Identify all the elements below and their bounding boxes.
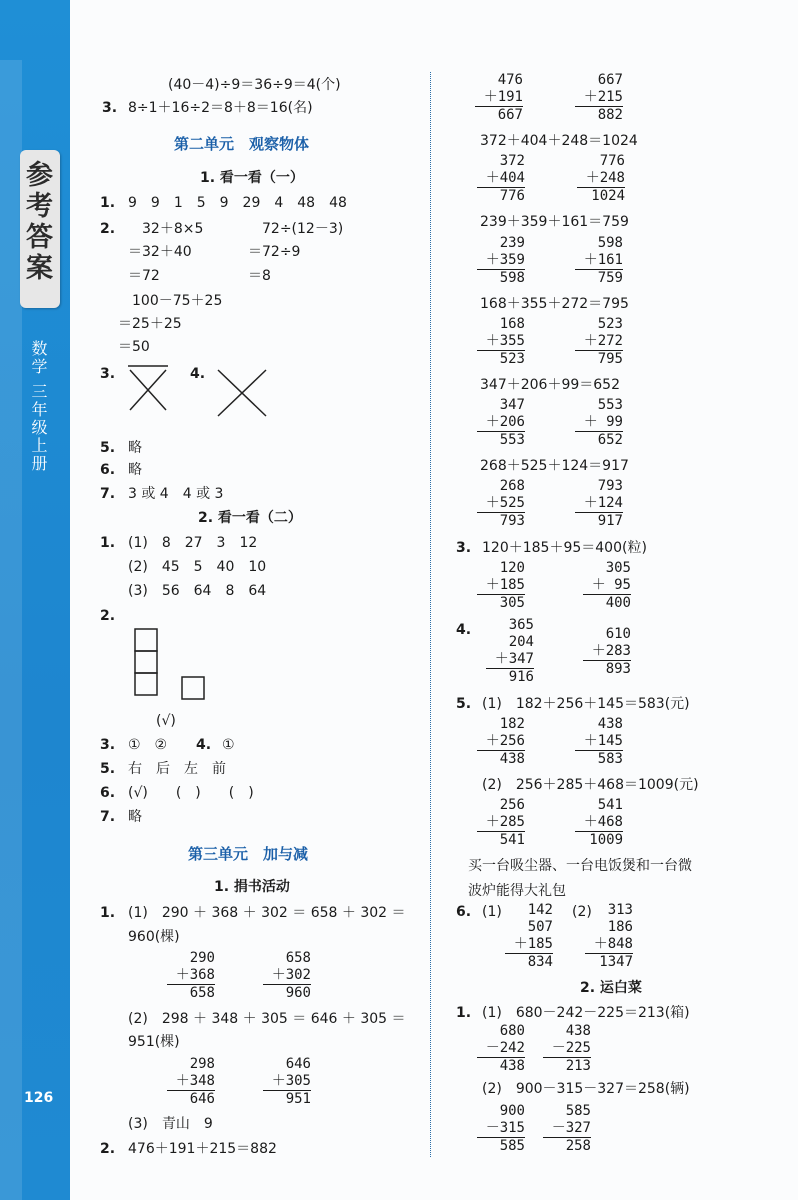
answer-line: 72÷(12－3) [262, 221, 344, 237]
calc-result: 258 [543, 1137, 591, 1155]
vertical-calculation [543, 1023, 591, 1075]
answer-line: 右 后 左 前 [128, 761, 226, 777]
question-number: 3. [456, 540, 472, 556]
calc-operand: 142 [527, 902, 553, 918]
calc-result: 438 [477, 750, 525, 768]
vertical-calculation [575, 235, 623, 287]
calc-operand: 268 [499, 478, 525, 494]
question-number: 5. [100, 440, 116, 456]
calc-operand: －242 [485, 1040, 525, 1056]
calc-operand: ＋348 [175, 1073, 215, 1089]
unit2-lesson2: 2. 看一看（二） [198, 510, 302, 526]
calc-result: 834 [505, 953, 553, 971]
calc-result: 951 [263, 1090, 311, 1108]
answer3-drawing [128, 362, 168, 412]
calc-operand: 313 [607, 902, 633, 918]
question-number: 3. [100, 366, 116, 382]
subject-label: 数学 三年级上册 [29, 340, 48, 474]
calc-operand: 667 [597, 72, 623, 88]
calc-result: 916 [486, 668, 534, 686]
calc-result: 541 [477, 831, 525, 849]
vertical-calculation [543, 1103, 591, 1155]
vertical-calculation [263, 1056, 311, 1108]
question-number: 1. [100, 905, 116, 921]
answer-line: (40－4)÷9＝36÷9＝4(个) [168, 77, 341, 93]
answer-line: ＝50 [118, 339, 150, 355]
calc-operand: ＋191 [483, 89, 523, 105]
calc-operand: 204 [508, 634, 534, 650]
answer-line: 239＋359＋161＝759 [480, 214, 629, 230]
answer-line: (2) 298 ＋ 348 ＋ 305 ＝ 646 ＋ 305 ＝ [128, 1011, 406, 1027]
cube-views-drawing [134, 628, 210, 700]
calc-operand: 658 [285, 950, 311, 966]
answer-line: (2) 45 5 40 10 [128, 559, 267, 575]
vertical-calculation [477, 316, 525, 368]
answer-line: ＝72 [128, 268, 160, 284]
question-number: 6. [100, 785, 116, 801]
answer-line: (√) [156, 713, 176, 729]
unit3-lesson2: 2. 运白菜 [580, 980, 642, 996]
answer-line: ＝8 [248, 268, 271, 284]
answer-line: 960(棵) [128, 929, 180, 945]
calc-operand: 541 [597, 797, 623, 813]
calc-operand: ＋272 [583, 333, 623, 349]
answer-line: (1) 680－242－225＝213(箱) [482, 1005, 690, 1021]
vertical-calculation [585, 902, 633, 971]
question-number: 7. [100, 486, 116, 502]
calc-result: 213 [543, 1057, 591, 1075]
calc-operand: ＋355 [485, 333, 525, 349]
calc-operand: 305 [605, 560, 631, 576]
calc-operand: －315 [485, 1120, 525, 1136]
vertical-calculation [583, 626, 631, 678]
answer-line: 波炉能得大礼包 [468, 883, 566, 899]
vertical-calculation [477, 153, 525, 205]
calc-result: 893 [583, 660, 631, 678]
calc-operand: ＋302 [271, 967, 311, 983]
answer-line: ① ② [128, 737, 168, 753]
calc-operand: 372 [499, 153, 525, 169]
calc-result: 960 [263, 984, 311, 1002]
calc-operand: 186 [607, 919, 633, 935]
calc-operand: 438 [565, 1023, 591, 1039]
vertical-calculation [477, 716, 525, 768]
calc-result: 400 [583, 594, 631, 612]
unit3-lesson1: 1. 捐书活动 [214, 879, 290, 895]
calc-result: 1024 [577, 187, 625, 205]
calc-operand: 776 [599, 153, 625, 169]
answer-line: 476＋191＋215＝882 [128, 1141, 277, 1157]
answer-line: (1) 182＋256＋145＝583(元) [482, 696, 690, 712]
page-number: 126 [24, 1090, 54, 1106]
vertical-calculation [477, 397, 525, 449]
calc-result: 759 [575, 269, 623, 287]
calc-operand: ＋468 [583, 814, 623, 830]
answer-line: (√) ( ) ( ) [128, 785, 254, 801]
calc-operand: ＋359 [485, 252, 525, 268]
unit3-title: 第三单元 加与减 [188, 845, 309, 863]
calc-operand: 507 [527, 919, 553, 935]
vertical-calculation [505, 902, 553, 971]
calc-operand: ＋305 [271, 1073, 311, 1089]
question-number: 2. [100, 1141, 116, 1157]
calc-operand: ＋124 [583, 495, 623, 511]
question-number: 4. [196, 737, 212, 753]
answer-line: ＝25＋25 [118, 316, 182, 332]
calc-result: 553 [477, 431, 525, 449]
vertical-calculation [263, 950, 311, 1002]
calc-operand: ＋145 [583, 733, 623, 749]
vertical-calculation [575, 478, 623, 530]
answer-line: 32＋8×5 [142, 221, 204, 237]
calc-result: 646 [167, 1090, 215, 1108]
calc-result: 776 [477, 187, 525, 205]
calc-result: 882 [575, 106, 623, 124]
column-divider [430, 72, 431, 1157]
calc-operand: 239 [499, 235, 525, 251]
answer-line: (2) 256＋285＋468＝1009(元) [482, 777, 699, 793]
calc-result: 667 [475, 106, 523, 124]
question-number: 2. [100, 608, 116, 624]
question-number: 7. [100, 809, 116, 825]
calc-operand: ＋368 [175, 967, 215, 983]
calc-operand: 553 [597, 397, 623, 413]
calc-operand: ＋525 [485, 495, 525, 511]
vertical-calculation [475, 72, 523, 124]
answer-line: (3) 青山 9 [128, 1116, 213, 1132]
calc-operand: 646 [285, 1056, 311, 1072]
question-number: 4. [456, 622, 472, 638]
calc-result: 438 [477, 1057, 525, 1075]
answer-line: 347＋206＋99＝652 [480, 377, 620, 393]
calc-operand: ＋285 [485, 814, 525, 830]
unit2-lesson1: 1. 看一看（一） [200, 170, 304, 186]
vertical-calculation [477, 560, 525, 612]
calc-operand: ＋185 [513, 936, 553, 952]
answer-line: (2) 900－315－327＝258(辆) [482, 1081, 690, 1097]
calc-result: 598 [477, 269, 525, 287]
answer-line: 9 9 1 5 9 29 4 48 48 [128, 195, 347, 211]
calc-result: 917 [575, 512, 623, 530]
question-number: 6. [456, 904, 472, 920]
answer-line: 100－75＋25 [132, 293, 223, 309]
calc-operand: －225 [551, 1040, 591, 1056]
answer4-drawing [218, 370, 266, 416]
calc-operand: ＋185 [485, 577, 525, 593]
answer-line: 268＋525＋124＝917 [480, 458, 629, 474]
calc-operand: 182 [499, 716, 525, 732]
calc-result: 583 [575, 750, 623, 768]
question-number: 1. [456, 1005, 472, 1021]
sidebar [0, 0, 70, 1200]
answer-line: (1) 290 ＋ 368 ＋ 302 ＝ 658 ＋ 302 ＝ [128, 905, 406, 921]
calc-operand: ＋ 95 [591, 577, 631, 593]
question-number: 2. [100, 221, 116, 237]
answer-tag [20, 150, 60, 308]
calc-operand: 120 [499, 560, 525, 576]
vertical-calculation [477, 478, 525, 530]
answer-line: 951(棵) [128, 1034, 180, 1050]
answer-line: 8÷1＋16÷2＝8＋8＝16(名) [128, 100, 313, 116]
vertical-calculation [167, 1056, 215, 1108]
vertical-calculation [477, 235, 525, 287]
calc-result: 1009 [575, 831, 623, 849]
calc-operand: ＋256 [485, 733, 525, 749]
answer-line: 略 [128, 809, 142, 825]
answer-line: 买一台吸尘器、一台电饭煲和一台微 [468, 858, 692, 874]
answer-line: 略 [128, 440, 142, 456]
answer-line: ＝72÷9 [248, 244, 301, 260]
calc-operand: 585 [565, 1103, 591, 1119]
answer-line: 168＋355＋272＝795 [480, 296, 629, 312]
calc-result: 523 [477, 350, 525, 368]
calc-operand: 438 [597, 716, 623, 732]
answer-line: (3) 56 64 8 64 [128, 583, 267, 599]
vertical-calculation [575, 397, 623, 449]
question-number: 3. [102, 100, 118, 116]
calc-result: 305 [477, 594, 525, 612]
answer-line: 略 [128, 462, 142, 478]
calc-operand: ＋161 [583, 252, 623, 268]
question-number: 5. [100, 761, 116, 777]
calc-operand: 347 [499, 397, 525, 413]
calc-operand: ＋206 [485, 414, 525, 430]
vertical-calculation [477, 797, 525, 849]
calc-operand: ＋404 [485, 170, 525, 186]
calc-result: 793 [477, 512, 525, 530]
question-number: 5. [456, 696, 472, 712]
question-number: 1. [100, 195, 116, 211]
calc-operand: 900 [499, 1103, 525, 1119]
vertical-calculation [583, 560, 631, 612]
unit2-title: 第二单元 观察物体 [174, 135, 310, 153]
answer-line: ① [222, 737, 235, 753]
answer-line: (1) [482, 904, 502, 920]
calc-operand: ＋347 [494, 651, 534, 667]
calc-result: 585 [477, 1137, 525, 1155]
calc-operand: ＋848 [593, 936, 633, 952]
calc-operand: 610 [605, 626, 631, 642]
question-number: 6. [100, 462, 116, 478]
calc-operand: ＋283 [591, 643, 631, 659]
answer-line: (1) 8 27 3 12 [128, 535, 258, 551]
calc-result: 658 [167, 984, 215, 1002]
answer-line: 3 或 4 4 或 3 [128, 486, 224, 502]
calc-operand: 168 [499, 316, 525, 332]
calc-result: 652 [575, 431, 623, 449]
question-number: 1. [100, 535, 116, 551]
answer-line: ＝32＋40 [128, 244, 192, 260]
calc-operand: 290 [189, 950, 215, 966]
calc-operand: 680 [499, 1023, 525, 1039]
answer-tag-label: 参考答案 [21, 160, 52, 284]
vertical-calculation [486, 617, 534, 686]
vertical-calculation [577, 153, 625, 205]
vertical-calculation [477, 1023, 525, 1075]
vertical-calculation [167, 950, 215, 1002]
calc-operand: ＋215 [583, 89, 623, 105]
answer-line: 372＋404＋248＝1024 [480, 133, 638, 149]
vertical-calculation [575, 316, 623, 368]
vertical-calculation [575, 716, 623, 768]
calc-operand: 365 [508, 617, 534, 633]
calc-operand: 256 [499, 797, 525, 813]
calc-operand: ＋248 [585, 170, 625, 186]
calc-result: 795 [575, 350, 623, 368]
calc-operand: 298 [189, 1056, 215, 1072]
calc-operand: 476 [497, 72, 523, 88]
calc-operand: 523 [597, 316, 623, 332]
vertical-calculation [575, 797, 623, 849]
calc-operand: －327 [551, 1120, 591, 1136]
calc-operand: 793 [597, 478, 623, 494]
calc-operand: 598 [597, 235, 623, 251]
answer-line: (2) [572, 904, 592, 920]
question-number: 3. [100, 737, 116, 753]
vertical-calculation [477, 1103, 525, 1155]
answer-line: 120＋185＋95＝400(粒) [482, 540, 647, 556]
calc-result: 1347 [585, 953, 633, 971]
vertical-calculation [575, 72, 623, 124]
question-number: 4. [190, 366, 206, 382]
calc-operand: ＋ 99 [583, 414, 623, 430]
